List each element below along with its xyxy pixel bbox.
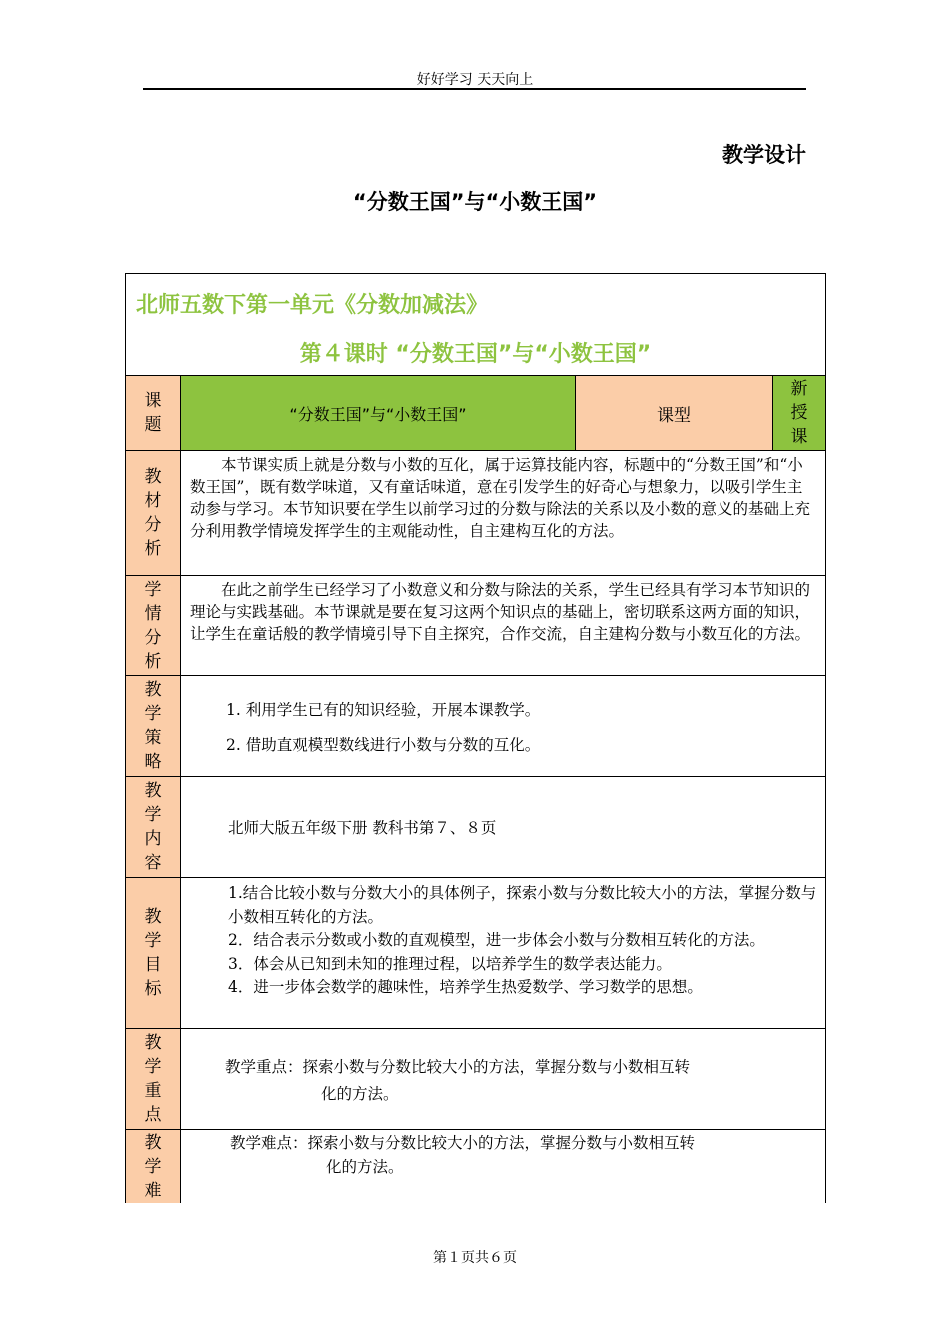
header-divider xyxy=(143,88,806,90)
lesson-plan-table xyxy=(125,273,826,1203)
goals-label: 教 学 目 标 xyxy=(126,878,181,1028)
strategy-list xyxy=(181,676,825,776)
key-points-row xyxy=(126,1029,825,1130)
learner-analysis-row xyxy=(126,576,825,676)
lesson-title: 第４课时 “分数王国”与“小数王国” xyxy=(299,342,652,367)
strategy-row xyxy=(126,676,825,777)
key-points-text: 教学重点：探索小数与分数比较大小的方法，掌握分数与小数相互转 化的方法。 xyxy=(225,1058,691,1103)
strategy-item: 1. 利用学生已有的知识经验，开展本课教学。 xyxy=(226,701,541,719)
difficulties-text: 教学难点：探索小数与分数比较大小的方法，掌握分数与小数相互转 化的方法。 xyxy=(230,1134,696,1176)
goal-item: 1.结合比较小数与分数大小的具体例子，探索小数与分数比较大小的方法，掌握分数与小数相互转化的方法。 xyxy=(228,884,817,926)
topic-value: “分数王国”与“小数王国” xyxy=(181,376,576,450)
goal-item: 3．体会从已知到未知的推理过程，以培养学生的数学表达能力。 xyxy=(228,954,672,973)
document-label: 教学设计 xyxy=(722,143,806,167)
content-row xyxy=(126,777,825,878)
content-text: 北师大版五年级下册 教科书第７、８页 xyxy=(228,818,497,837)
topic-label: 课 题 xyxy=(126,376,181,450)
strategy-label: 教 学 策 略 xyxy=(126,676,181,776)
content-label: 教 学 内 容 xyxy=(126,777,181,877)
material-analysis-row xyxy=(126,451,825,576)
key-points-label: 教 学 重 点 xyxy=(126,1029,181,1129)
difficulties-row xyxy=(126,1130,825,1203)
document-title: “分数王国”与“小数王国” xyxy=(352,190,598,214)
lesson-type-value: 新 授 课 xyxy=(773,376,825,450)
goals-list xyxy=(181,878,825,1028)
page-footer: 第１页共６页 xyxy=(433,1250,517,1266)
strategy-item: 2. 借助直观模型数线进行小数与分数的互化。 xyxy=(226,736,541,754)
unit-title: 北师五数下第一单元《分数加减法》 xyxy=(136,293,489,318)
lesson-banner xyxy=(126,274,825,376)
goal-item: 2．结合表示分数或小数的直观模型，进一步体会小数与分数相互转化的方法。 xyxy=(228,931,765,949)
topic-row xyxy=(126,376,825,451)
goal-item: 4．进一步体会数学的趣味性，培养学生热爱数学、学习数学的思想。 xyxy=(228,978,703,996)
page-header: 好好学习 天天向上 xyxy=(416,72,534,88)
goals-row xyxy=(126,878,825,1029)
lesson-type-label: 课型 xyxy=(576,376,773,450)
learner-analysis-text: 在此之前学生已经学习了小数意义和分数与除法的关系，学生已经具有学习本节知识的理论与实践基础。本节课就是要在复习这两个知识点的基础上，密切联系这两方面的知识，让学生在童话般的教学情境引导下自主探究，合作交流，自主建构分数与小数互化的方法。 xyxy=(190,581,811,643)
material-analysis-text: 本节课实质上就是分数与小数的互化，属于运算技能内容，标题中的“分数王国”和“小数王国”，既有数学味道，又有童话味道，意在引发学生的好奇心与想象力，以吸引学生主动参与学习。本节知识要在学生以前学习过的分数与除法的关系以及小数的意义的基础上充分利用教学情境发挥学生的主观能动性，自主建构互化的方法。 xyxy=(190,456,811,540)
difficulties-label: 教 学 难 xyxy=(126,1130,181,1203)
material-analysis-label: 教 材 分 析 xyxy=(126,451,181,575)
learner-analysis-label: 学 情 分 析 xyxy=(126,576,181,675)
